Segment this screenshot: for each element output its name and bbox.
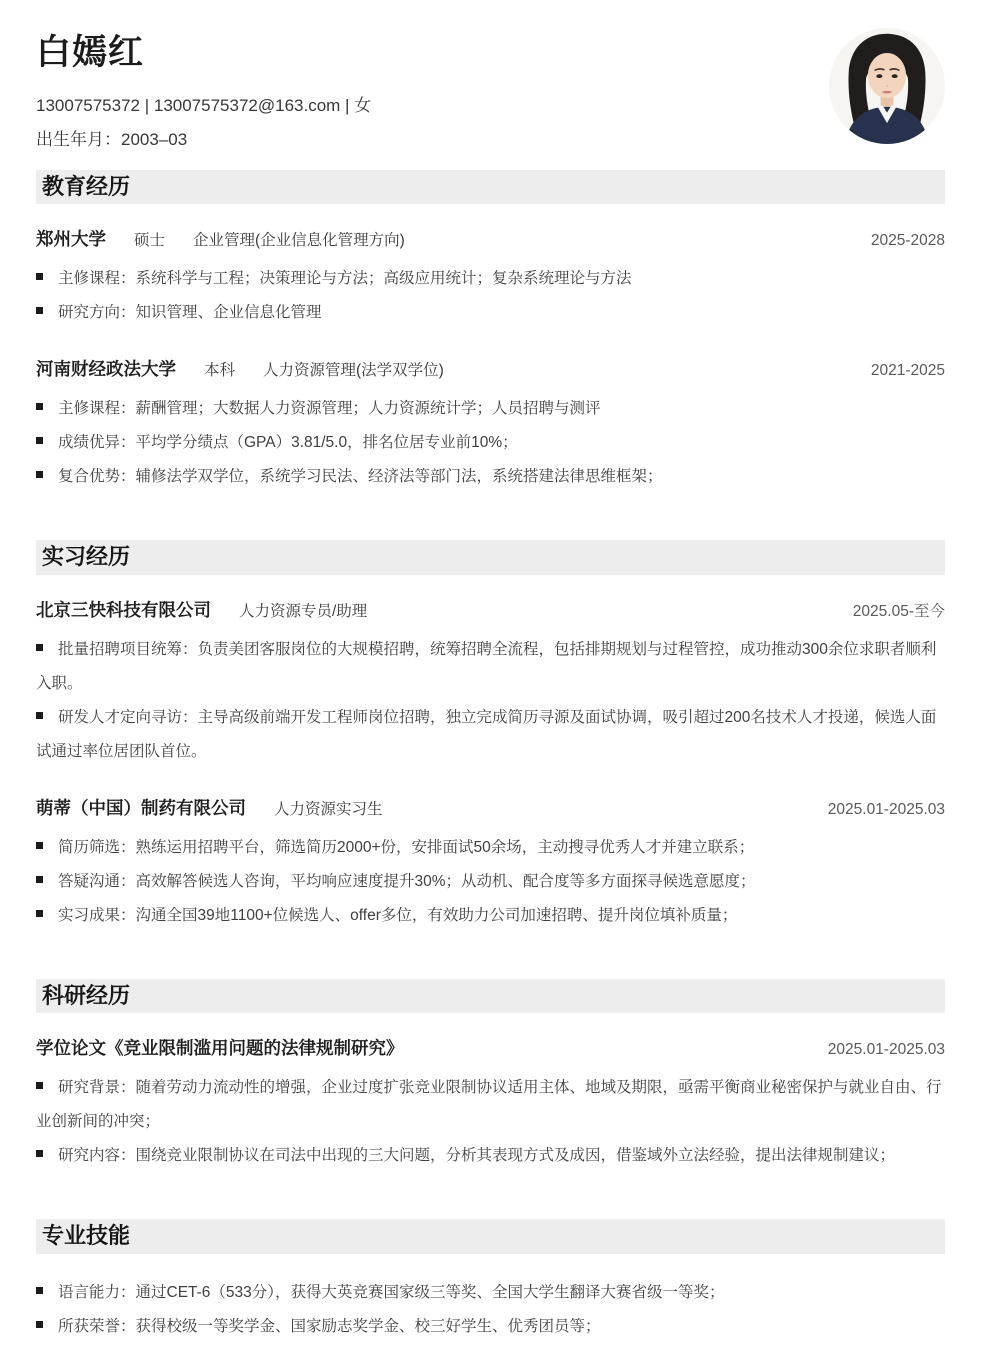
section-title: 教育经历 <box>42 173 131 199</box>
bullet-text: 研究背景：随着劳动力流动性的增强，企业过度扩张竞业限制协议适用主体、地域及期限，亟需平衡商业秘密保护与就业自由、行业创新间的冲突； <box>36 1079 942 1130</box>
resume-entry <box>36 597 945 769</box>
bullet-text: 研发人才定向寻访：主导高级前端开发工程师岗位招聘，独立完成简历寻源及面试协调，吸引超过200名技术人才投递，候选人面试通过率位居团队首位。 <box>36 708 937 760</box>
resume-entry <box>36 1276 945 1344</box>
bullet-item <box>36 1276 945 1310</box>
entry-name: 学位论文《竞业限制滥用问题的法律规制研究》 <box>36 1038 404 1058</box>
bullet-item <box>36 865 945 899</box>
entry-name: 河南财经政法大学 <box>36 359 176 379</box>
bullet-square-icon <box>36 1082 43 1089</box>
entry-bullet-list <box>36 831 945 933</box>
entry-date-range: 2025-2028 <box>870 232 945 249</box>
resume-entry <box>36 356 945 494</box>
entry-bullet-list <box>36 1276 945 1344</box>
entry-header-row <box>36 356 945 381</box>
bullet-item <box>36 296 945 330</box>
resume-section <box>36 979 945 1174</box>
bullet-text: 研究内容：围绕竞业限制协议在司法中出现的三大问题，分析其表现方式及成因，借鉴域外立法经验，提出法律规制建议； <box>58 1147 896 1164</box>
entry-degree-or-role: 人力资源专员/助理 <box>239 602 368 620</box>
entry-header-row <box>36 1035 945 1060</box>
entry-bullet-list <box>36 262 945 330</box>
avatar-graphic <box>829 28 945 144</box>
entry-major: 企业管理(企业信息化管理方向) <box>193 232 405 249</box>
section-header-bar <box>36 1219 945 1254</box>
entry-degree-or-role: 人力资源实习生 <box>274 800 383 818</box>
bullet-item <box>36 1310 945 1344</box>
contact-line: 13007575372 | 13007575372@163.com | 女 <box>36 95 372 115</box>
section-title: 实习经历 <box>42 544 131 569</box>
resume-sections <box>36 170 945 1344</box>
resume-section <box>36 1219 945 1344</box>
section-header-bar <box>36 540 945 575</box>
bullet-square-icon <box>36 842 43 849</box>
bullet-square-icon <box>36 910 43 917</box>
resume-section <box>36 170 945 495</box>
bullet-text: 实习成果：沟通全国39地1100+位候选人、offer多位，有效助力公司加速招聘、提升岗位填补质量； <box>58 906 738 924</box>
bullet-square-icon <box>36 307 43 314</box>
entry-major: 人力资源管理(法学双学位) <box>263 362 444 379</box>
resume-section <box>36 540 945 933</box>
bullet-square-icon <box>36 1287 43 1294</box>
bullet-text: 语言能力：通过CET-6（533分），获得大英竞赛国家级三等奖、全国大学生翻译大赛省级一等奖； <box>58 1283 725 1301</box>
bullet-text: 答疑沟通：高效解答候选人咨询，平均响应速度提升30%；从动机、配合度等多方面探寻候选意愿度； <box>58 872 756 890</box>
entry-name: 北京三快科技有限公司 <box>36 599 211 620</box>
entry-name: 郑州大学 <box>36 229 106 249</box>
bullet-text: 主修课程：薪酬管理；大数据人力资源管理；人力资源统计学；人员招聘与测评 <box>58 400 601 417</box>
bullet-item <box>36 701 945 769</box>
bullet-item <box>36 460 945 494</box>
bullet-item <box>36 899 945 933</box>
candidate-name: 白嫣红 <box>36 33 145 72</box>
section-title: 科研经历 <box>42 982 131 1008</box>
bullet-text: 简历筛选：熟练运用招聘平台，筛选简历2000+份，安排面试50余场，主动搜寻优秀人才并建立联系； <box>58 838 755 856</box>
bullet-item <box>36 633 945 701</box>
entry-date-range: 2025.05-至今 <box>852 602 945 620</box>
section-title: 专业技能 <box>42 1223 131 1248</box>
resume-header <box>36 34 945 150</box>
bullet-item <box>36 1139 945 1173</box>
resume-entry <box>36 795 945 933</box>
bullet-square-icon <box>36 712 43 719</box>
bullet-text: 成绩优异：平均学分绩点（GPA）3.81/5.0，排名位居专业前10%； <box>58 434 518 451</box>
entry-date-range: 2025.01-2025.03 <box>827 800 945 818</box>
entry-header-row <box>36 226 945 251</box>
section-header-bar <box>36 170 945 205</box>
section-entries <box>36 1035 945 1173</box>
entry-header-row <box>36 597 945 622</box>
bullet-item <box>36 1071 945 1139</box>
bullet-square-icon <box>36 1150 43 1157</box>
bullet-text: 所获荣誉：获得校级一等奖学金、国家励志奖学金、校三好学生、优秀团员等； <box>58 1317 601 1335</box>
entry-bullet-list <box>36 1071 945 1173</box>
resume-entry <box>36 1035 945 1173</box>
entry-bullet-list <box>36 392 945 494</box>
entry-bullet-list <box>36 633 945 769</box>
bullet-item <box>36 262 945 296</box>
entry-degree-or-role: 硕士 <box>134 232 166 249</box>
section-header-bar <box>36 979 945 1014</box>
resume-entry <box>36 226 945 330</box>
bullet-text: 批量招聘项目统筹：负责美团客服岗位的大规模招聘，统筹招聘全流程，包括排期规划与过程管控，成功推动300余位求职者顺利入职。 <box>36 640 937 692</box>
section-entries <box>36 1276 945 1344</box>
bullet-item <box>36 426 945 460</box>
bullet-square-icon <box>36 644 43 651</box>
bullet-square-icon <box>36 403 43 410</box>
entry-degree-or-role: 本科 <box>204 362 236 379</box>
bullet-text: 研究方向：知识管理、企业信息化管理 <box>58 304 322 321</box>
bullet-square-icon <box>36 273 43 280</box>
bullet-square-icon <box>36 876 43 883</box>
bullet-square-icon <box>36 437 43 444</box>
bullet-text: 主修课程：系统科学与工程；决策理论与方法；高级应用统计；复杂系统理论与方法 <box>58 270 632 287</box>
bullet-square-icon <box>36 471 43 478</box>
bullet-text: 复合优势：辅修法学双学位，系统学习民法、经济法等部门法，系统搭建法律思维框架； <box>58 468 663 485</box>
entry-name: 萌蒂（中国）制药有限公司 <box>36 797 246 818</box>
section-entries <box>36 226 945 494</box>
bullet-item <box>36 831 945 865</box>
entry-header-row <box>36 795 945 820</box>
birth-date-line: 出生年月：2003–03 <box>36 129 188 149</box>
bullet-item <box>36 392 945 426</box>
entry-date-range: 2025.01-2025.03 <box>827 1041 945 1058</box>
profile-photo <box>829 28 945 144</box>
entry-date-range: 2021-2025 <box>870 362 945 379</box>
bullet-square-icon <box>36 1321 43 1328</box>
section-entries <box>36 597 945 933</box>
